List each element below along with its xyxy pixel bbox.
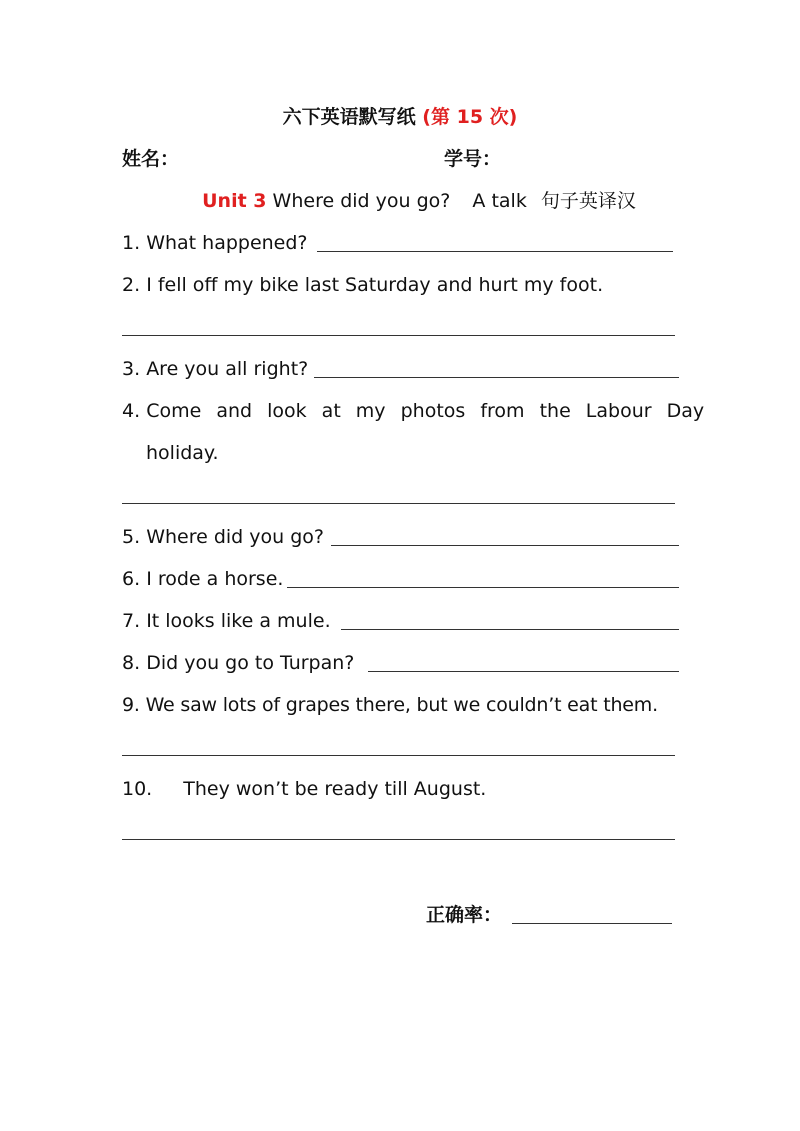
answer-line-1[interactable] bbox=[317, 251, 673, 252]
unit-lesson: Where did you go? bbox=[272, 190, 451, 212]
question-6 bbox=[122, 566, 283, 592]
question-4-continued: holiday. bbox=[146, 442, 219, 464]
answer-line-5[interactable] bbox=[331, 545, 679, 546]
title-main: 六下英语默写纸 bbox=[282, 106, 416, 128]
question-8 bbox=[122, 650, 354, 676]
question-text: Where did you go? bbox=[146, 526, 324, 548]
unit-heading bbox=[0, 188, 800, 214]
question-number: 2. bbox=[122, 274, 141, 296]
question-2 bbox=[122, 272, 603, 298]
question-text: We saw lots of grapes there, but we couldn’t eat them. bbox=[145, 694, 658, 716]
accuracy-label: 正确率： bbox=[426, 904, 503, 926]
question-text: They won’t be ready till August. bbox=[183, 778, 487, 800]
question-number: 4. bbox=[122, 400, 141, 422]
question-number: 9. bbox=[122, 694, 140, 716]
name-label: 姓名： bbox=[122, 148, 180, 170]
question-10 bbox=[122, 776, 486, 802]
accuracy-answer-line[interactable] bbox=[512, 923, 672, 924]
student-id-label: 学号： bbox=[444, 148, 502, 170]
answer-line-9[interactable] bbox=[122, 755, 675, 756]
question-text: I fell off my bike last Saturday and hurt my foot. bbox=[146, 274, 604, 296]
question-9 bbox=[122, 692, 658, 718]
unit-task: 句子英译汉 bbox=[540, 190, 636, 212]
question-text: I rode a horse. bbox=[146, 568, 284, 590]
question-text: What happened? bbox=[146, 232, 308, 254]
question-text: It looks like a mule. bbox=[146, 610, 331, 632]
question-1 bbox=[122, 230, 308, 256]
question-5 bbox=[122, 524, 324, 550]
page-title bbox=[0, 104, 800, 130]
question-number: 10. bbox=[122, 778, 153, 800]
question-number: 1. bbox=[122, 232, 141, 254]
answer-line-3[interactable] bbox=[314, 377, 679, 378]
question-3 bbox=[122, 356, 308, 382]
answer-line-4[interactable] bbox=[122, 503, 675, 504]
answer-line-8[interactable] bbox=[368, 671, 679, 672]
unit-section: A talk bbox=[472, 190, 527, 212]
answer-line-10[interactable] bbox=[122, 839, 675, 840]
question-number: 3. bbox=[122, 358, 141, 380]
question-number: 8. bbox=[122, 652, 141, 674]
question-4 bbox=[122, 398, 704, 424]
question-number: 7. bbox=[122, 610, 141, 632]
question-number: 6. bbox=[122, 568, 141, 590]
answer-line-6[interactable] bbox=[287, 587, 679, 588]
unit-label: Unit 3 bbox=[202, 190, 267, 212]
question-text: Come and look at my photos from the Labour Day bbox=[146, 400, 705, 422]
question-7 bbox=[122, 608, 331, 634]
title-times: (第 15 次) bbox=[422, 106, 518, 128]
answer-line-7[interactable] bbox=[341, 629, 679, 630]
answer-line-2[interactable] bbox=[122, 335, 675, 336]
question-text: Did you go to Turpan? bbox=[146, 652, 355, 674]
question-number: 5. bbox=[122, 526, 141, 548]
question-text: Are you all right? bbox=[146, 358, 309, 380]
